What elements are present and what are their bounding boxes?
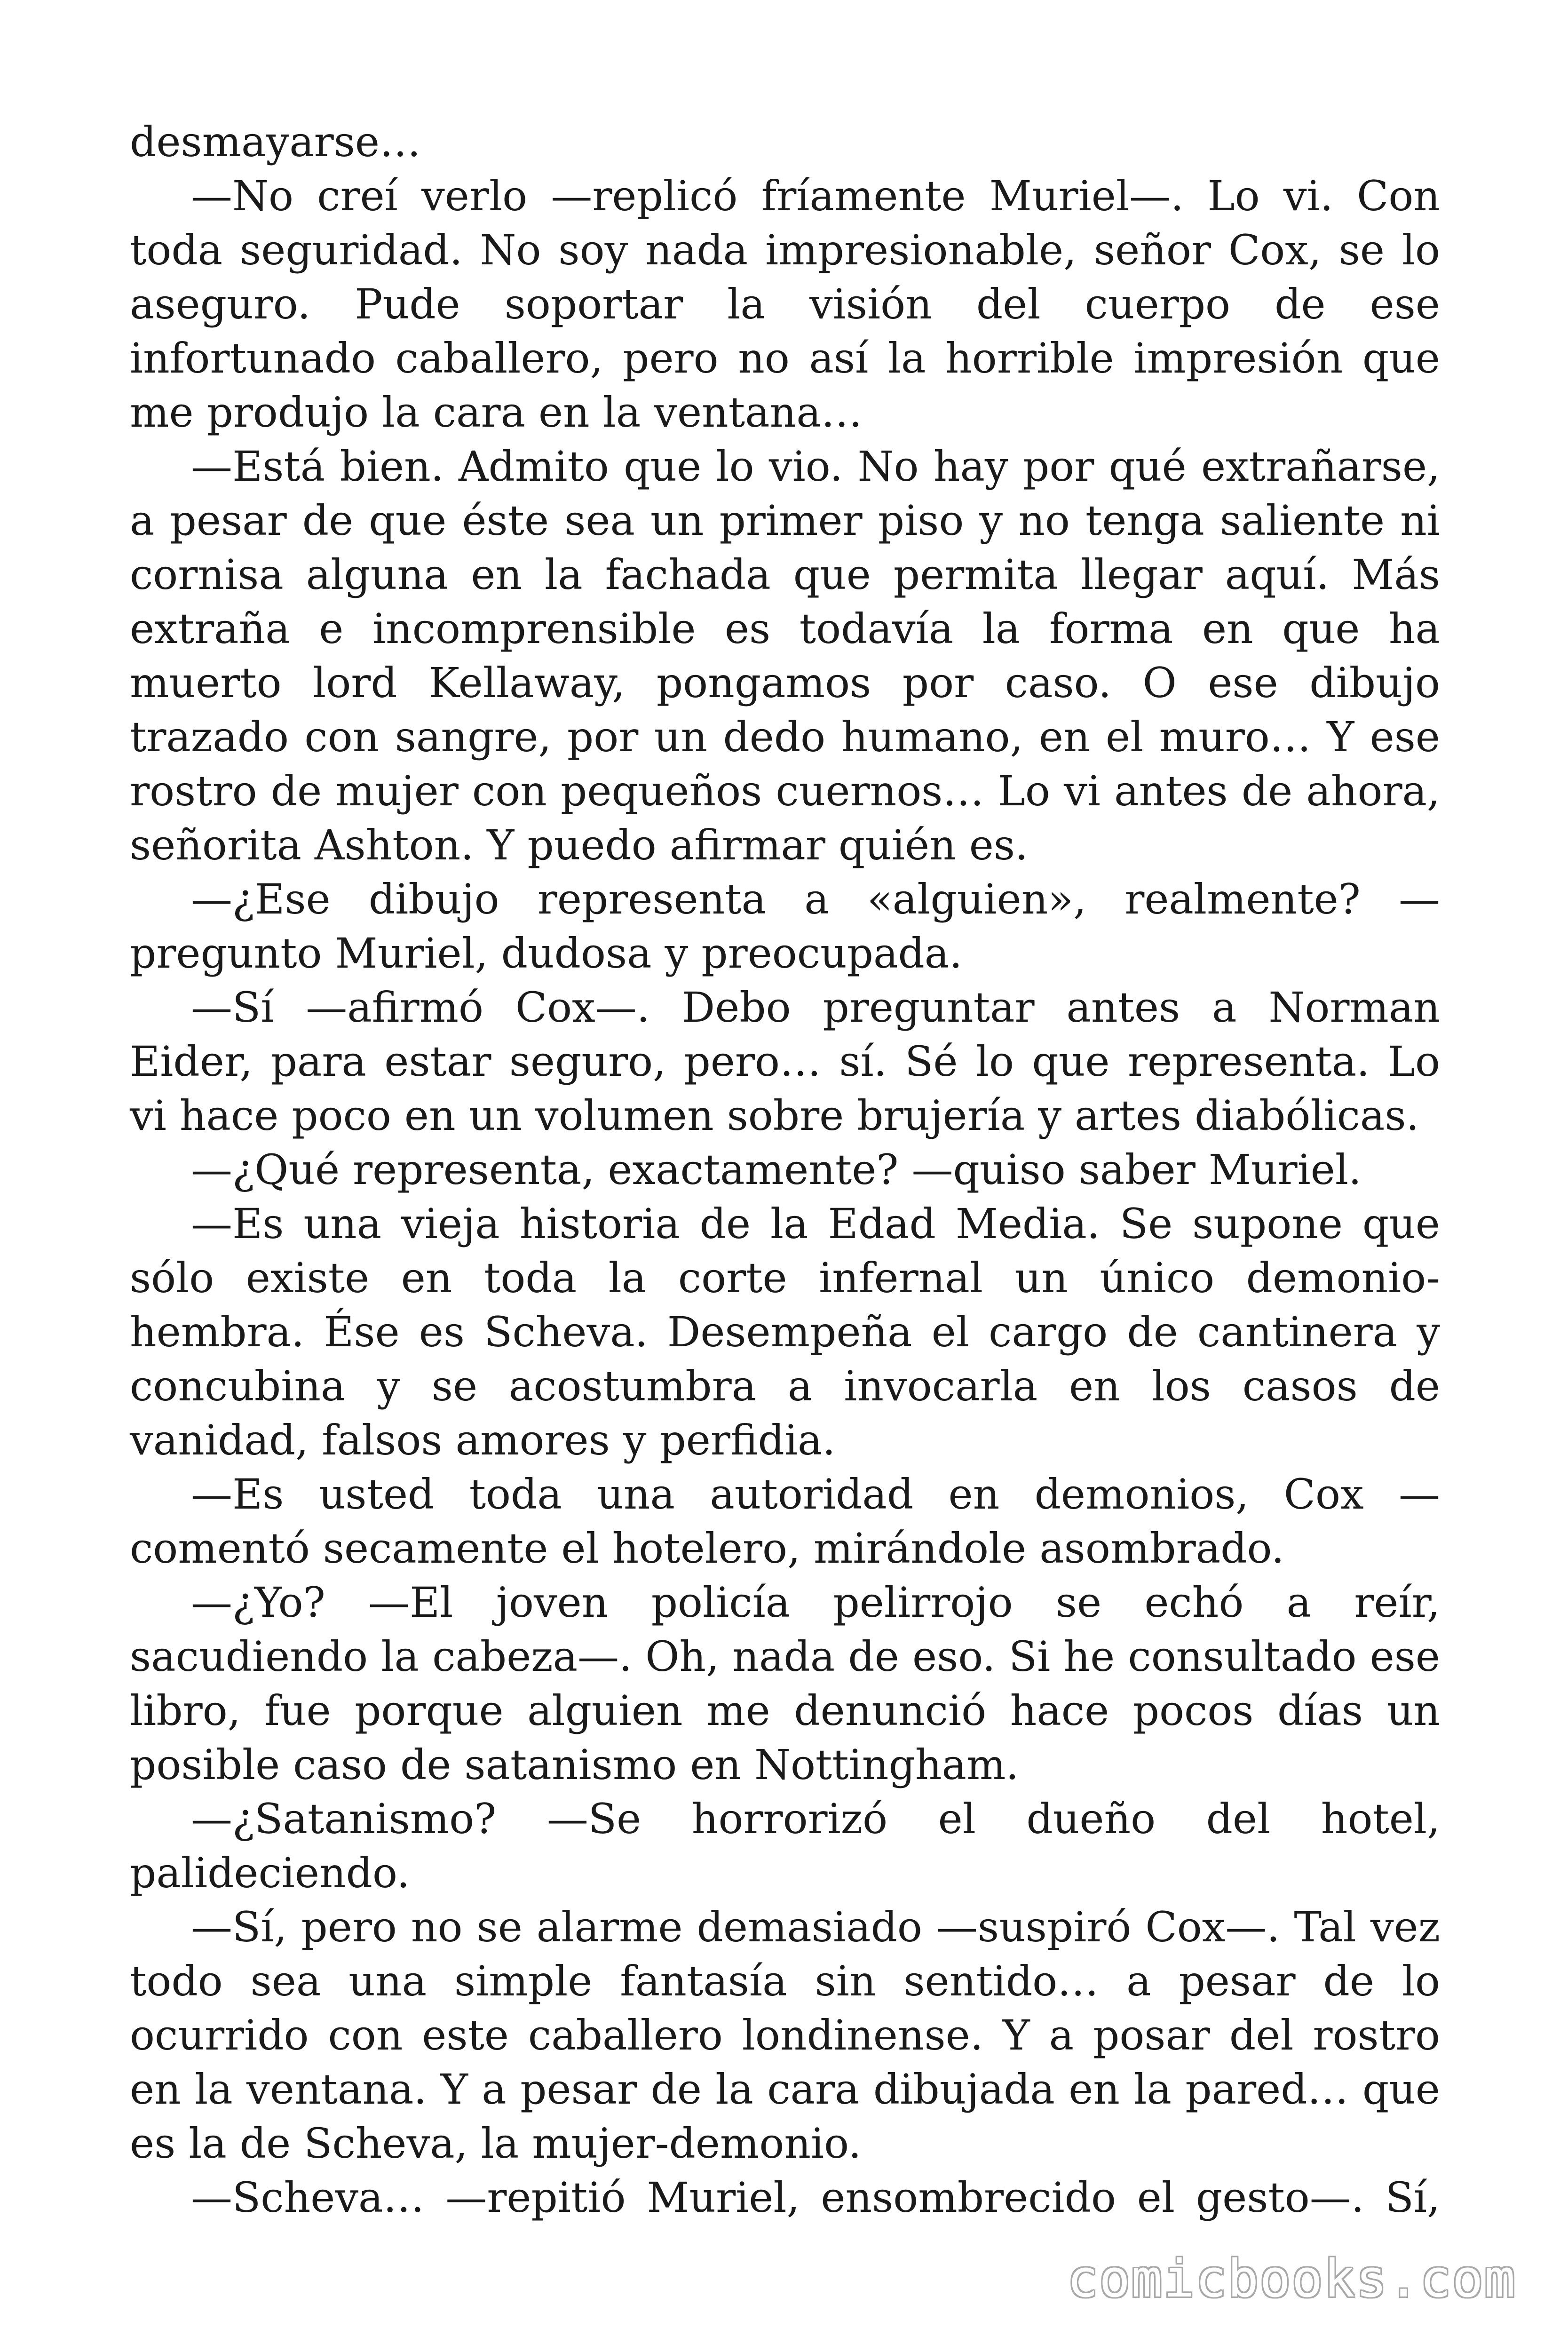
paragraph: —¿Yo? —El joven policía pelirrojo se echó a reír, sacudiendo la cabeza—. Oh, nada de eso. Si he consultado ese libro, fue porque alguien me denunció hace pocos días un posible caso de satanismo en Nottingham. [130, 1578, 1440, 1789]
paragraph: —No creí verlo —replicó fríamente Muriel—. Lo vi. Con toda seguridad. No soy nada impresionable, señor Cox, se lo aseguro. Pude soportar la visión del cuerpo de ese infortunado caballero, pero no así la horrible impresión que me produjo la cara en la ventana… [130, 172, 1440, 437]
book-page [130, 115, 1440, 2225]
paragraph: —Sí, pero no se alarme demasiado —suspiró Cox—. Tal vez todo sea una simple fantasía sin sentido… a pesar de lo ocurrido con este caballero londinense. Y a posar del rostro en la ventana. Y a pesar de la cara dibujada en la pared… que es la de Scheva, la mujer-demonio. [130, 1903, 1440, 2168]
paragraph: desmayarse… [130, 118, 421, 166]
paragraph: —Sí —afirmó Cox—. Debo preguntar antes a Norman Eider, para estar seguro, pero… sí. Sé lo que representa. Lo vi hace poco en un volumen sobre brujería y artes diabólicas. [130, 983, 1440, 1140]
paragraph: —¿Ese dibujo representa a «alguien», realmente? —pregunto Muriel, dudosa y preocupada. [130, 875, 1440, 977]
paragraph: —Es una vieja historia de la Edad Media. Se supone que sólo existe en toda la corte infernal un único demonio-hembra. Ése es Scheva. Desempeña el cargo de cantinera y concubina y se acostumbra a invocarla en los casos de vanidad, falsos amores y perfidia. [130, 1200, 1440, 1464]
paragraph-last: —Scheva… —repitió Muriel, ensombrecido el gesto—. Sí, [191, 2173, 1440, 2222]
watermark-logo: comicbooks.com [1067, 2249, 1516, 2309]
paragraph: —¿Qué representa, exactamente? —quiso saber Muriel. [191, 1145, 1362, 1194]
paragraph: —Es usted toda una autoridad en demonios, Cox —comentó secamente el hotelero, mirándole asombrado. [130, 1470, 1440, 1573]
paragraph: —Está bien. Admito que lo vio. No hay por qué extrañarse, a pesar de que éste sea un primer piso y no tenga saliente ni cornisa alguna en la fachada que permita llegar aquí. Más extraña e incomprensible es todavía la forma en que ha muerto lord Kellaway, pongamos por caso. O ese dibujo trazado con sangre, por un dedo humano, en el muro… Y ese rostro de mujer con pequeños cuernos… Lo vi antes de ahora, señorita Ashton. Y puedo afirmar quién es. [130, 442, 1440, 869]
paragraph: —¿Satanismo? —Se horrorizó el dueño del hotel, palideciendo. [130, 1795, 1440, 1897]
